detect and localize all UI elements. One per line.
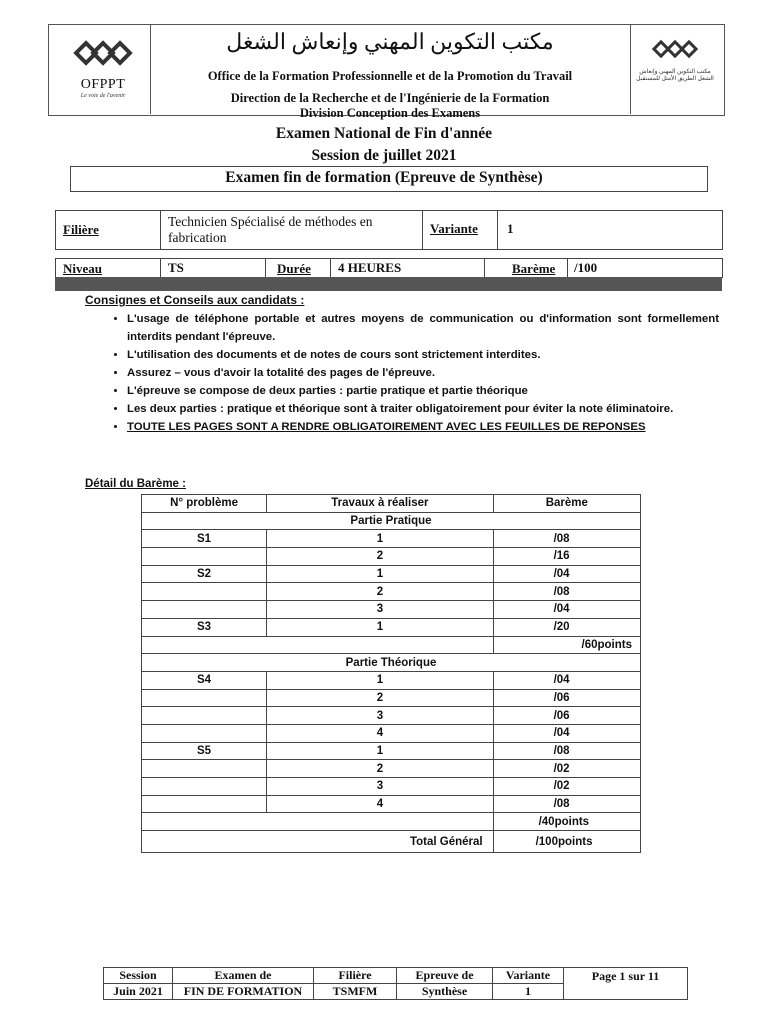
footer-header: Filière xyxy=(314,968,397,984)
table-row xyxy=(142,795,641,813)
niveau-label: Niveau xyxy=(63,261,102,276)
footer-header: Examen de xyxy=(173,968,314,984)
table-row xyxy=(142,583,641,601)
footer-header: Session xyxy=(104,968,173,984)
cell-prob xyxy=(142,707,267,725)
cell-score: /04 xyxy=(493,601,640,619)
table-row xyxy=(142,601,641,619)
logo-left-tagline: Le voie de l'avenir xyxy=(80,93,126,99)
header-divider-right xyxy=(630,24,631,114)
cell-task: 1 xyxy=(267,671,493,689)
cell-task: 4 xyxy=(267,795,493,813)
cell-score: /08 xyxy=(493,583,640,601)
cell-task: 1 xyxy=(267,565,493,583)
cell-prob xyxy=(142,689,267,707)
footer-value: Synthèse xyxy=(397,984,493,1000)
consigne-item: • L'usage de téléphone portable et autres moyens de communication ou d'information sont formellement interdits pendant l'épreuve. xyxy=(127,310,719,346)
divider xyxy=(160,258,161,277)
cell-prob xyxy=(142,778,267,796)
cell-score: /04 xyxy=(493,671,640,689)
table-row xyxy=(142,548,641,566)
cell-task: 1 xyxy=(267,742,493,760)
cell-score: /06 xyxy=(493,689,640,707)
divider xyxy=(330,258,331,277)
table-row xyxy=(142,689,641,707)
footer-header: Variante xyxy=(493,968,564,984)
direction-name: Direction de la Recherche et de l'Ingénierie de la Formation xyxy=(230,91,550,105)
subtotal-row xyxy=(142,813,641,831)
cell-task: 2 xyxy=(267,760,493,778)
cell-score: /08 xyxy=(493,795,640,813)
variante-value: 1 xyxy=(507,221,514,236)
variante-label: Variante xyxy=(430,221,478,236)
col-header-probleme: N° problème xyxy=(142,495,267,513)
table-row xyxy=(142,778,641,796)
consigne-item: • TOUTE LES PAGES SONT A RENDRE OBLIGATOIREMENT AVEC LES FEUILLES DE REPONSES xyxy=(127,418,719,436)
total-row xyxy=(142,831,641,853)
exam-title: Examen National de Fin d'année xyxy=(275,125,493,142)
niveau-value: TS xyxy=(168,260,184,275)
cell-prob: S4 xyxy=(142,671,267,689)
table-row xyxy=(142,707,641,725)
division-name: Division Conception des Examens xyxy=(299,106,481,120)
duree-value: 4 HEURES xyxy=(338,260,402,275)
table-row xyxy=(142,618,641,636)
consignes-title: Consignes et Conseils aux candidats : xyxy=(85,293,305,307)
logo-left-name: OFPPT xyxy=(80,77,126,92)
consigne-item: • Assurez – vous d'avoir la totalité des pages de l'épreuve. xyxy=(127,364,719,382)
divider xyxy=(567,258,568,277)
partie-pratique-total: /60points xyxy=(493,636,640,654)
ofppt-logo-right xyxy=(635,38,715,112)
cell-task: 3 xyxy=(267,778,493,796)
divider xyxy=(422,210,423,249)
cell-score: /04 xyxy=(493,565,640,583)
divider xyxy=(484,258,485,277)
table-row xyxy=(142,565,641,583)
table-row xyxy=(142,530,641,548)
divider xyxy=(265,258,266,277)
cell-task: 4 xyxy=(267,724,493,742)
consigne-item: • L'épreuve se compose de deux parties : partie pratique et partie théorique xyxy=(127,382,719,400)
cell-prob: S5 xyxy=(142,742,267,760)
ofppt-logo-left xyxy=(58,38,148,112)
bareme-value: /100 xyxy=(574,260,598,275)
table-row xyxy=(142,671,641,689)
cell-prob xyxy=(142,795,267,813)
ofppt-emblem-icon xyxy=(73,38,133,72)
table-row xyxy=(142,742,641,760)
cell-prob: S2 xyxy=(142,565,267,583)
consigne-item: • L'utilisation des documents et de notes de cours sont strictement interdites. xyxy=(127,346,719,364)
cell-score: /08 xyxy=(493,530,640,548)
partie-theorique-label: Partie Théorique xyxy=(142,654,641,672)
cell-prob: S3 xyxy=(142,618,267,636)
footer-value: FIN DE FORMATION xyxy=(173,984,314,1000)
cell-score: /06 xyxy=(493,707,640,725)
filiere-label: Filière xyxy=(63,222,99,237)
total-general-value: /100points xyxy=(493,831,640,853)
cell-empty xyxy=(142,636,494,654)
logo-right-text: مكتب التكوين المهني وإنعاش الشغل الطريق الأمثل للمستقبل xyxy=(636,69,714,82)
col-header-bareme: Barème xyxy=(493,495,640,513)
consigne-item: • Les deux parties : pratique et théorique sont à traiter obligatoirement pour éviter la note éliminatoire. xyxy=(127,400,719,418)
footer-page: Page 1 sur 11 xyxy=(564,968,688,1000)
cell-prob xyxy=(142,601,267,619)
cell-task: 1 xyxy=(267,530,493,548)
dark-band xyxy=(55,277,722,291)
divider xyxy=(497,210,498,249)
cell-score: /08 xyxy=(493,742,640,760)
total-general-label: Total Général xyxy=(142,831,494,853)
table-row xyxy=(142,724,641,742)
table-row xyxy=(142,760,641,778)
partie-theorique-total: /40points xyxy=(493,813,640,831)
cell-score: /02 xyxy=(493,778,640,796)
footer-value: TSMFM xyxy=(314,984,397,1000)
cell-prob xyxy=(142,548,267,566)
subtotal-row xyxy=(142,636,641,654)
footer-value: 1 xyxy=(493,984,564,1000)
divider xyxy=(160,210,161,249)
footer-value: Juin 2021 xyxy=(104,984,173,1000)
bareme-table xyxy=(141,494,641,853)
filiere-value: Technicien Spécialisé de méthodes en fabrication xyxy=(168,214,373,245)
cell-task: 2 xyxy=(267,583,493,601)
partie-pratique-label: Partie Pratique xyxy=(142,512,641,530)
office-name: Office de la Formation Professionnelle et de la Promotion du Travail xyxy=(207,69,573,83)
exam-session: Session de juillet 2021 xyxy=(311,147,457,164)
cell-task: 3 xyxy=(267,601,493,619)
col-header-travaux: Travaux à réaliser xyxy=(267,495,493,513)
bareme-label: Barème xyxy=(512,261,556,276)
cell-empty xyxy=(142,813,494,831)
cell-score: /04 xyxy=(493,724,640,742)
footer-header: Epreuve de xyxy=(397,968,493,984)
cell-score: /02 xyxy=(493,760,640,778)
duree-label: Durée xyxy=(277,261,311,276)
cell-prob xyxy=(142,583,267,601)
cell-prob: S1 xyxy=(142,530,267,548)
cell-task: 3 xyxy=(267,707,493,725)
cell-prob xyxy=(142,760,267,778)
arabic-title: مكتب التكوين المهني وإنعاش الشغل xyxy=(226,29,554,54)
cell-prob xyxy=(142,724,267,742)
exam-type: Examen fin de formation (Epreuve de Synthèse) xyxy=(225,169,543,186)
cell-task: 2 xyxy=(267,548,493,566)
ofppt-emblem-right-icon xyxy=(651,38,699,64)
bareme-detail-title: Détail du Barème : xyxy=(85,478,186,490)
cell-task: 2 xyxy=(267,689,493,707)
cell-task: 1 xyxy=(267,618,493,636)
consignes-list xyxy=(105,310,719,436)
cell-score: /16 xyxy=(493,548,640,566)
cell-score: /20 xyxy=(493,618,640,636)
footer-table xyxy=(103,967,688,1000)
